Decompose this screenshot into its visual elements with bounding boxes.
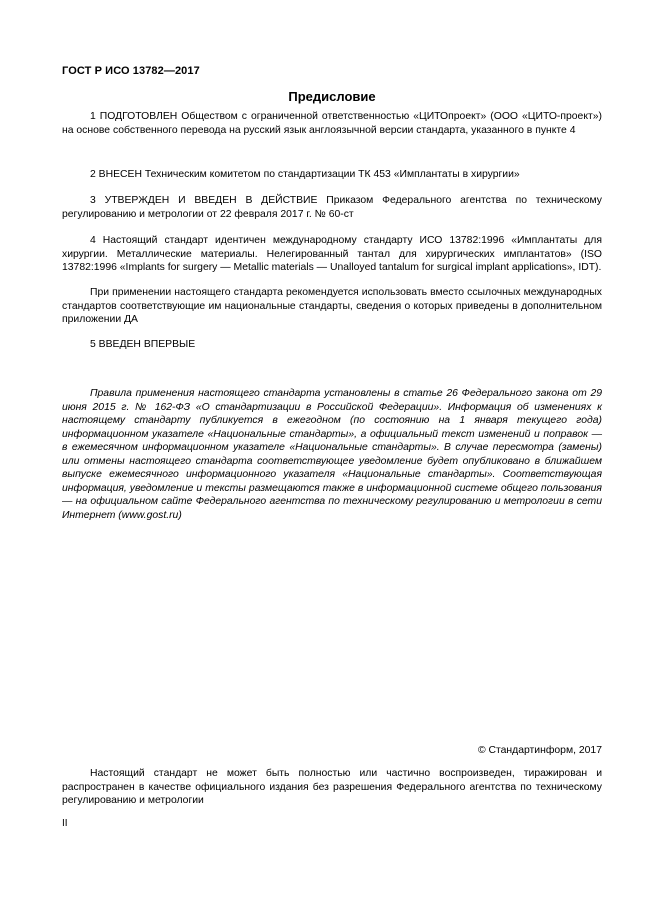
preface-item-5: 5 ВВЕДЕН ВПЕРВЫЕ [90,339,196,350]
page-number: II [62,818,68,829]
page-title: Предисловие [288,89,376,104]
copyright-line: © Стандартинформ, 2017 [477,745,602,756]
preface-item-4: 4 Настоящий стандарт идентичен международному стандарту ИСО 13782:1996 «Имплантаты для хирургии. Металлические материалы. Нелегированный тантал для хирургических имплантатов» (ISO 13782:1996 «Implants for surgery — Metallic materials — Unalloyed tantalum for surgical implant applications», IDT). [62,235,602,273]
preface-item-3: 3 УТВЕРЖДЕН И ВВЕДЕН В ДЕЙСТВИЕ Приказом Федерального агентства по техническому регулированию и метрологии от 22 февраля 2017 г. № 60-ст [62,195,602,220]
application-rules-note: Правила применения настоящего стандарта установлены в статье 26 Федерального закона от 29 июня 2015 г. № 162-ФЗ «О стандартизации в Российской Федерации». Информация об изменениях к настоящему стандарту публикуется в ежегодном (по состоянию на 1 января текущего года) информационном указателе «Национальные стандарты», а официальный текст изменений и поправок — в ежемесячном информационном указателе «Национальные стандарты». В случае пересмотра (замены) или отмены настоящего стандарта соответствующее уведомление будет опубликовано в ближайшем выпуске ежемесячного информационного указателя «Национальные стандарты». Соответствующая информация, уведомление и тексты размещаются также в информационной системе общего пользования — на официальном сайте Федерального агентства по техническому регулированию и метрологии в сети Интернет (www.gost.ru) [62,388,602,521]
document-code: ГОСТ Р ИСО 13782—2017 [62,65,200,77]
preface-item-1: 1 ПОДГОТОВЛЕН Обществом с ограниченной ответственностью «ЦИТОпроект» (ООО «ЦИТО-проект») на основе собственного перевода на русский язык англоязычной версии стандарта, указанного в пункте 4 [62,111,602,136]
preface-item-2: 2 ВНЕСЕН Техническим комитетом по стандартизации ТК 453 «Имплантаты в хирургии» [90,169,520,180]
preface-item-4-note: При применении настоящего стандарта рекомендуется использовать вместо ссылочных международных стандартов соответствующие им национальные стандарты, сведения о которых приведены в дополнительном приложении ДА [62,287,602,325]
reproduction-notice: Настоящий стандарт не может быть полностью или частично воспроизведен, тиражирован и распространен в качестве официального издания без разрешения Федерального агентства по техническому регулированию и метрологии [62,768,602,806]
